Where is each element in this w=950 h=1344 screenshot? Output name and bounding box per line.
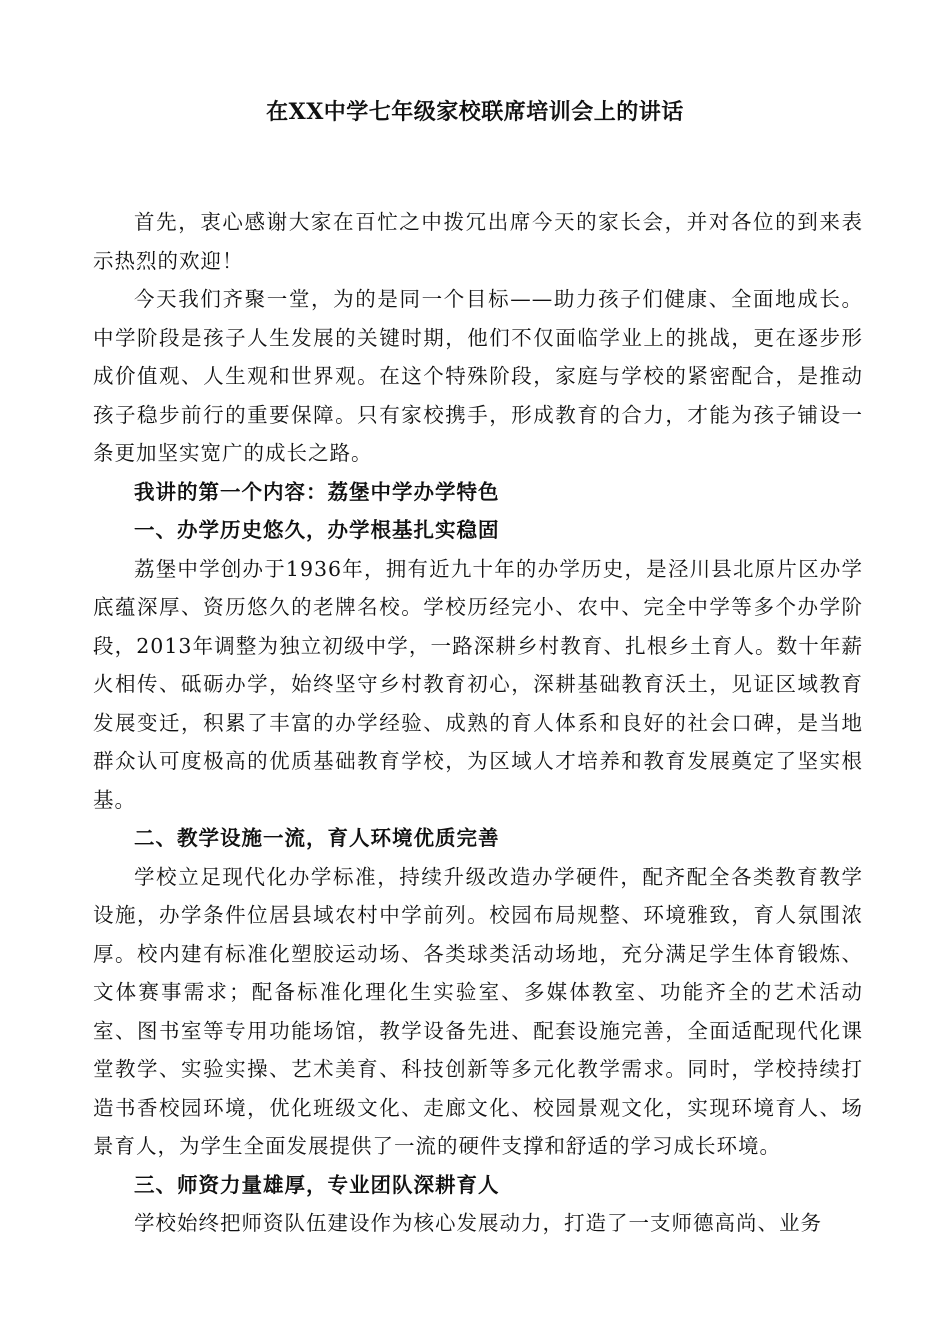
document-title: 在XX中学七年级家校联席培训会上的讲话 (266, 99, 684, 125)
paragraph-history: 荔堡中学创办于1936年，拥有近九十年的办学历史，是泾川县北原片区办学底蕴深厚、资历悠久的老牌名校。学校历经完小、农中、完全中学等多个办学阶段，2013年调整为独立初级中学，一路深耕乡村教育、扎根乡土育人。数十年薪火相传、砥砺办学，始终坚守乡村教育初心，深耕基础教育沃土，见证区域教育发展变迁，积累了丰富的办学经验、成熟的育人体系和良好的社会口碑，是当地群众认可度极高的优质基础教育学校，为区域人才培养和教育发展奠定了坚实根基。 (93, 556, 863, 812)
paragraph-facilities: 学校立足现代化办学标准，持续升级改造办学硬件，配齐配全各类教育教学设施，办学条件位居县域农村中学前列。校园布局规整、环境雅致，育人氛围浓厚。校内建有标准化塑胶运动场、各类球类活动场地，充分满足学生体育锻炼、文体赛事需求；配备标准化理化生实验室、多媒体教室、功能齐全的艺术活动室、图书室等专用功能场馆，教学设备先进、配套设施完善，全面适配现代化课堂教学、实验实操、艺术美育、科技创新等多元化教学需求。同时，学校持续打造书香校园环境，优化班级文化、走廊文化、校园景观文化，实现环境育人、场景育人，为学生全面发展提供了一流的硬件支撑和舒适的学习成长环境。 (93, 864, 863, 1158)
paragraph-goal: 今天我们齐聚一堂，为的是同一个目标——助力孩子们健康、全面地成长。中学阶段是孩子人生发展的关键时期，他们不仅面临学业上的挑战，更在逐步形成价值观、人生观和世界观。在这个特殊阶段，家庭与学校的紧密配合，是推动孩子稳步前行的重要保障。只有家校携手，形成教育的合力，才能为孩子铺设一条更加坚实宽广的成长之路。 (93, 287, 863, 465)
paragraph-welcome: 首先，衷心感谢大家在百忙之中拨冗出席今天的家长会，并对各位的到来表示热烈的欢迎！ (93, 210, 863, 273)
document-body (93, 203, 863, 1243)
subsection-heading-teachers: 三、师资力量雄厚，专业团队深耕育人 (134, 1172, 500, 1197)
paragraph-teachers: 学校始终把师资队伍建设作为核心发展动力，打造了一支师德高尚、业务 (134, 1211, 822, 1235)
subsection-heading-facilities: 二、教学设施一流，育人环境优质完善 (134, 826, 500, 850)
section-heading-school-features: 我讲的第一个内容：荔堡中学办学特色 (134, 479, 500, 504)
subsection-heading-history: 一、办学历史悠久，办学根基扎实稳固 (134, 518, 500, 542)
